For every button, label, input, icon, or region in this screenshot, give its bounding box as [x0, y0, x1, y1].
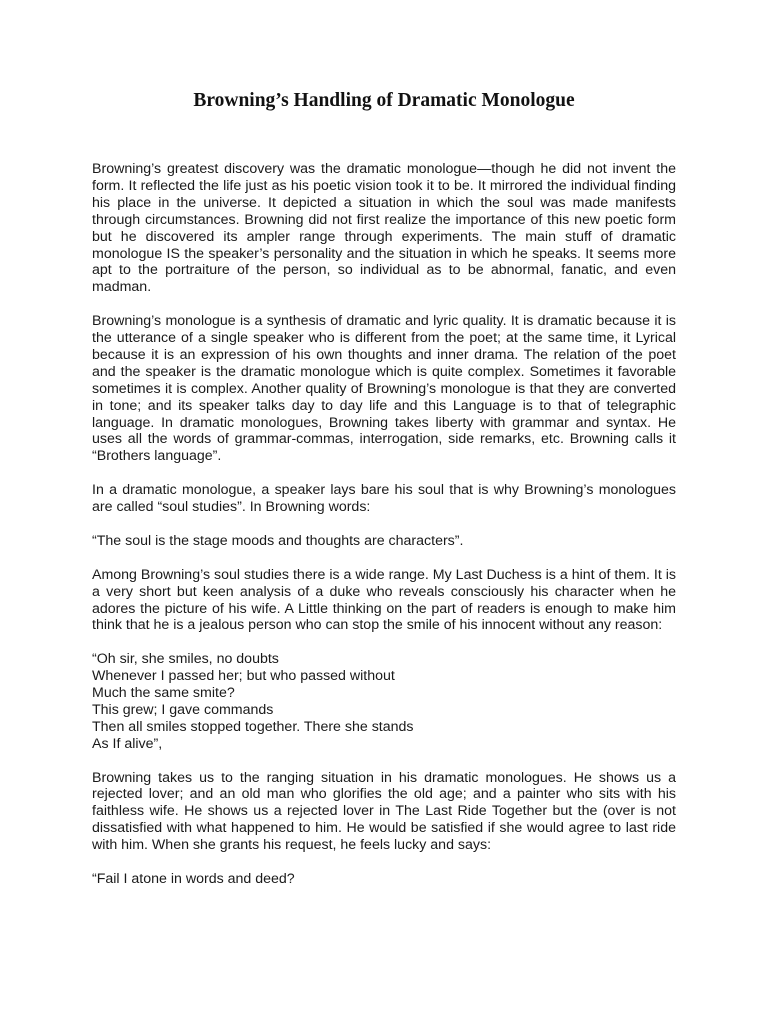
verse-line: This grew; I gave commands [92, 701, 274, 718]
paragraph-ranging-situation: Browning takes us to the ranging situation in his dramatic monologues. He shows us a rejected lover; and an old man who glorifies the old age; and a painter who sits with his faithless wife. He shows us a rejected lover in The Last Ride Together but the (over is not dissatisfied with what happened to him. He would be satisfied if she would agree to last ride with him. When she grants his request, he feels lucky and says: [92, 769, 676, 854]
verse-line: Much the same smite? [92, 685, 235, 702]
verse-line: As If alive”, [92, 735, 163, 752]
verse-line: Then all smiles stopped together. There she stands [92, 718, 414, 735]
quotation-fail-atone: “Fail I atone in words and deed? [92, 870, 295, 887]
paragraph-last-duchess: Among Browning’s soul studies there is a wide range. My Last Duchess is a hint of them. It is a very short but keen analysis of a duke who reveals consciously his character when he adores the picture of his wife. A Little thinking on the part of readers is enough to make him think that he is a jealous person who can stop the smile of his innocent without any reason: [92, 566, 676, 634]
page-title: Browning’s Handling of Dramatic Monologue [193, 90, 575, 111]
document-body [92, 161, 676, 905]
paragraph-discovery: Browning’s greatest discovery was the dramatic monologue—though he did not invent the form. It reflected the life just as his poetic vision took it to be. It mirrored the individual finding his place in the universe. It depicted a situation in which the soul was made manifests through circumstances. Browning did not first realize the importance of this new poetic form but he discovered its ampler range through experiments. The main stuff of dramatic monologue IS the speaker’s personality and the situation in which he speaks. It seems more apt to the portraiture of the person, so individual as to be abnormal, fanatic, and even madman. [92, 161, 676, 296]
verse-quotation [92, 651, 676, 752]
quotation-soul-stage: “The soul is the stage moods and thoughts are characters”. [92, 532, 464, 549]
verse-line: Whenever I passed her; but who passed without [92, 668, 395, 685]
paragraph-soul-studies: In a dramatic monologue, a speaker lays bare his soul that is why Browning’s monologues are called “soul studies”. In Browning words: [92, 482, 676, 516]
paragraph-synthesis: Browning’s monologue is a synthesis of dramatic and lyric quality. It is dramatic because it is the utterance of a single speaker who is different from the poet; at the same time, it Lyrical because it is an expression of his own thoughts and inner drama. The relation of the poet and the speaker is the dramatic monologue which is quite complex. Sometimes it favorable sometimes it is complex. Another quality of Browning’s monologue is that they are converted in tone; and its speaker talks day to day life and this Language is to that of telegraphic language. In dramatic monologues, Browning takes liberty with grammar and syntax. He uses all the words of grammar-commas, interrogation, side remarks, etc. Browning calls it “Brothers language”. [92, 313, 676, 465]
verse-line: “Oh sir, she smiles, no doubts [92, 651, 279, 668]
